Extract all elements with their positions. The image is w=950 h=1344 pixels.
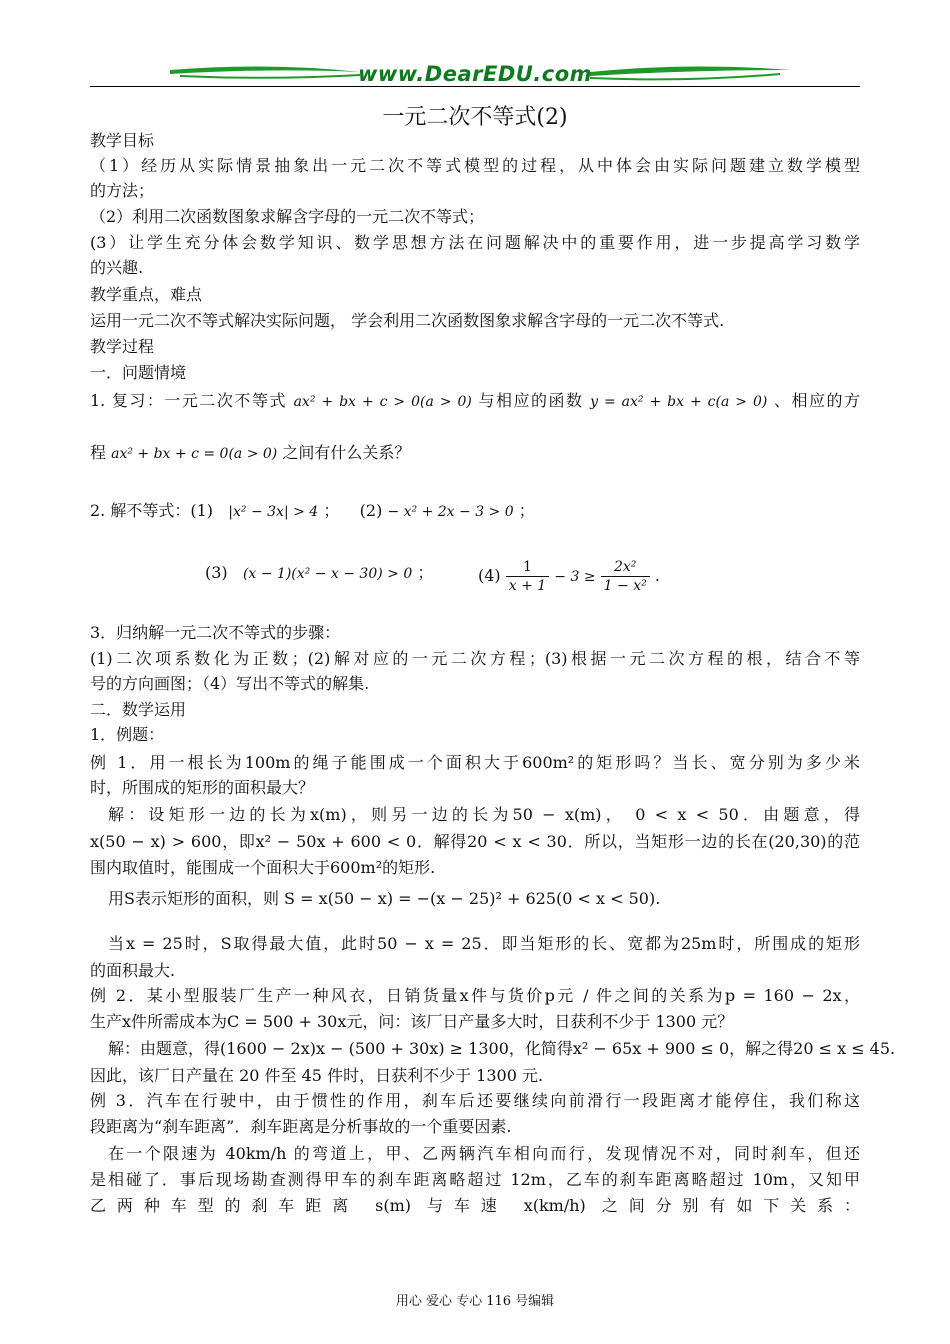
review-inequality: ax² + bx + c > 0(a > 0) [293, 394, 472, 410]
section-2-heading: 二．数学运用 [90, 700, 187, 719]
example-1-solution-4: 用S表示矩形的面积，则 S = x(50 − x) = −(x − 25)² + 625(0 < x < 50). [108, 889, 661, 908]
semicolon-2: ； [518, 501, 535, 520]
examples-label: 1．例题： [90, 725, 165, 744]
example-2-line-a: 例 2．某小型服装厂生产一种风衣，日销货量x件与货价p元 / 件之间的关系为p = 160 − 2x， [90, 986, 860, 1005]
goal-2: （2）利用二次函数图象求解含字母的一元二次不等式； [90, 207, 485, 226]
process-heading: 教学过程 [90, 337, 155, 356]
section-1-heading: 一．问题情境 [90, 363, 187, 382]
fraction-right-denominator: 1 − x² [603, 578, 647, 594]
steps-title: 3．归纳解一元二次不等式的步骤： [90, 623, 341, 642]
problem-1: |x² − 3x| > 4 [228, 504, 319, 520]
fraction-right-numerator: 2x² [601, 558, 650, 577]
problem-2: − x² + 2x − 3 > 0 [387, 504, 514, 520]
problem-2-label: (2) [359, 501, 383, 520]
example-1-solution-3: 围内取值时，能围成一个面积大于600m²的矩形. [90, 858, 436, 877]
fraction-left [506, 558, 549, 595]
example-1-solution-6: 的面积最大. [90, 961, 176, 980]
example-2-line-b: 生产x件所需成本为C = 500 + 30x元，问：该厂日产量多大时，日获利不少于 1300 元？ [90, 1012, 734, 1031]
problem-4 [478, 556, 660, 597]
example-3-line-e: 乙两种车型的刹车距离 s(m) 与车速 x(km/h) 之间分别有如下关系： [90, 1196, 860, 1215]
problem-3-label: (3) [205, 563, 228, 582]
solve-line-2 [205, 562, 433, 585]
example-1-solution-2: x(50 − x) > 600，即x² − 50x + 600 < 0．解得20 < x < 30．所以，当矩形一边的长在(20,30)的范 [90, 832, 860, 851]
review-text-e: 之间有什么关系？ [282, 443, 411, 462]
review-text-d: 程 [90, 443, 107, 462]
example-2-solution-1: 解：由题意，得(1600 − 2x)x − (500 + 30x) ≥ 1300，化简得x² − 65x + 900 ≤ 0，解之得20 ≤ x ≤ 45. [108, 1039, 896, 1058]
fraction-left-denominator: x + 1 [508, 578, 547, 594]
problem-4-middle: − 3 ≥ [554, 569, 596, 585]
key-heading: 教学重点，难点 [90, 285, 203, 304]
review-equation: ax² + bx + c = 0(a > 0) [111, 446, 278, 462]
problem-3: (x − 1)(x² − x − 30) > 0 [242, 566, 413, 582]
example-1-line-a: 例 1．用一根长为100m的绳子能围成一个面积大于600m²的矩形吗？当长、宽分别为多少米 [90, 753, 860, 772]
problem-4-period: . [654, 566, 660, 585]
review-line-2 [90, 442, 410, 465]
page-footer: 用心 爱心 专心 116 号编辑 [395, 1294, 555, 1309]
fraction-right [601, 558, 650, 595]
example-1-solution-1: 解：设矩形一边的长为x(m)，则另一边的长为50 − x(m)， 0 < x < 50．由题意，得 [108, 805, 860, 824]
goal-3-line-a: (3）让学生充分体会数学知识、数学思想方法在问题解决中的重要作用，进一步提高学习数学 [90, 233, 860, 252]
page-title: 一元二次不等式(2) [382, 105, 568, 130]
goal-1-line-b: 的方法； [90, 181, 155, 200]
example-3-line-c: 在一个限速为 40km/h 的弯道上，甲、乙两辆汽车相向而行，发现情况不对，同时刹车，但还 [108, 1144, 860, 1163]
example-3-line-b: 段距离为“刹车距离”．刹车距离是分析事故的一个重要因素. [90, 1117, 512, 1136]
steps-line-a: (1)二次项系数化为正数；(2)解对应的一元二次方程；(3)根据一元二次方程的根，结合不等 [90, 649, 860, 668]
goals-heading: 教学目标 [90, 131, 155, 150]
review-function: y = ax² + bx + c(a > 0) [590, 394, 768, 410]
review-text-c: 、相应的方 [773, 391, 861, 410]
example-2-solution-2: 因此，该厂日产量在 20 件至 45 件时，日获利不少于 1300 元. [90, 1066, 544, 1085]
review-text-b: 与相应的函数 [478, 391, 584, 410]
solve-label: 2. 解不等式：(1) [90, 501, 214, 520]
review-line-1 [90, 390, 860, 413]
problem-4-label: (4) [478, 566, 501, 585]
goal-3-line-b: 的兴趣. [90, 258, 144, 277]
example-1-solution-5: 当x = 25时，S取得最大值，此时50 − x = 25．即当矩形的长、宽都为25m时，所围成的矩形 [108, 934, 860, 953]
review-text-a: 1. 复习：一元二次不等式 [90, 391, 287, 410]
fraction-left-numerator: 1 [506, 558, 549, 577]
site-logo[interactable]: www.DearEDU.com [357, 62, 593, 86]
steps-line-b: 号的方向画图；（4）写出不等式的解集. [90, 674, 370, 693]
solve-line-1 [90, 500, 535, 523]
example-1-line-b: 时，所围成的矩形的面积最大？ [90, 778, 315, 797]
key-text: 运用一元二次不等式解决实际问题， 学会利用二次函数图象求解含字母的一元二次不等式. [90, 311, 725, 330]
example-3-line-d: 是相碰了．事后现场勘查测得甲车的刹车距离略超过 12m，乙车的刹车距离略超过 10m，又知甲 [90, 1170, 860, 1189]
goal-1-line-a: （1）经历从实际情景抽象出一元二次不等式模型的过程，从中体会由实际问题建立数学模型 [90, 156, 860, 175]
semicolon-1: ； [323, 501, 340, 520]
example-3-line-a: 例 3．汽车在行驶中，由于惯性的作用，刹车后还要继续向前滑行一段距离才能停住，我们称这 [90, 1091, 860, 1110]
header-divider [90, 86, 860, 87]
semicolon-3: ； [417, 563, 434, 582]
